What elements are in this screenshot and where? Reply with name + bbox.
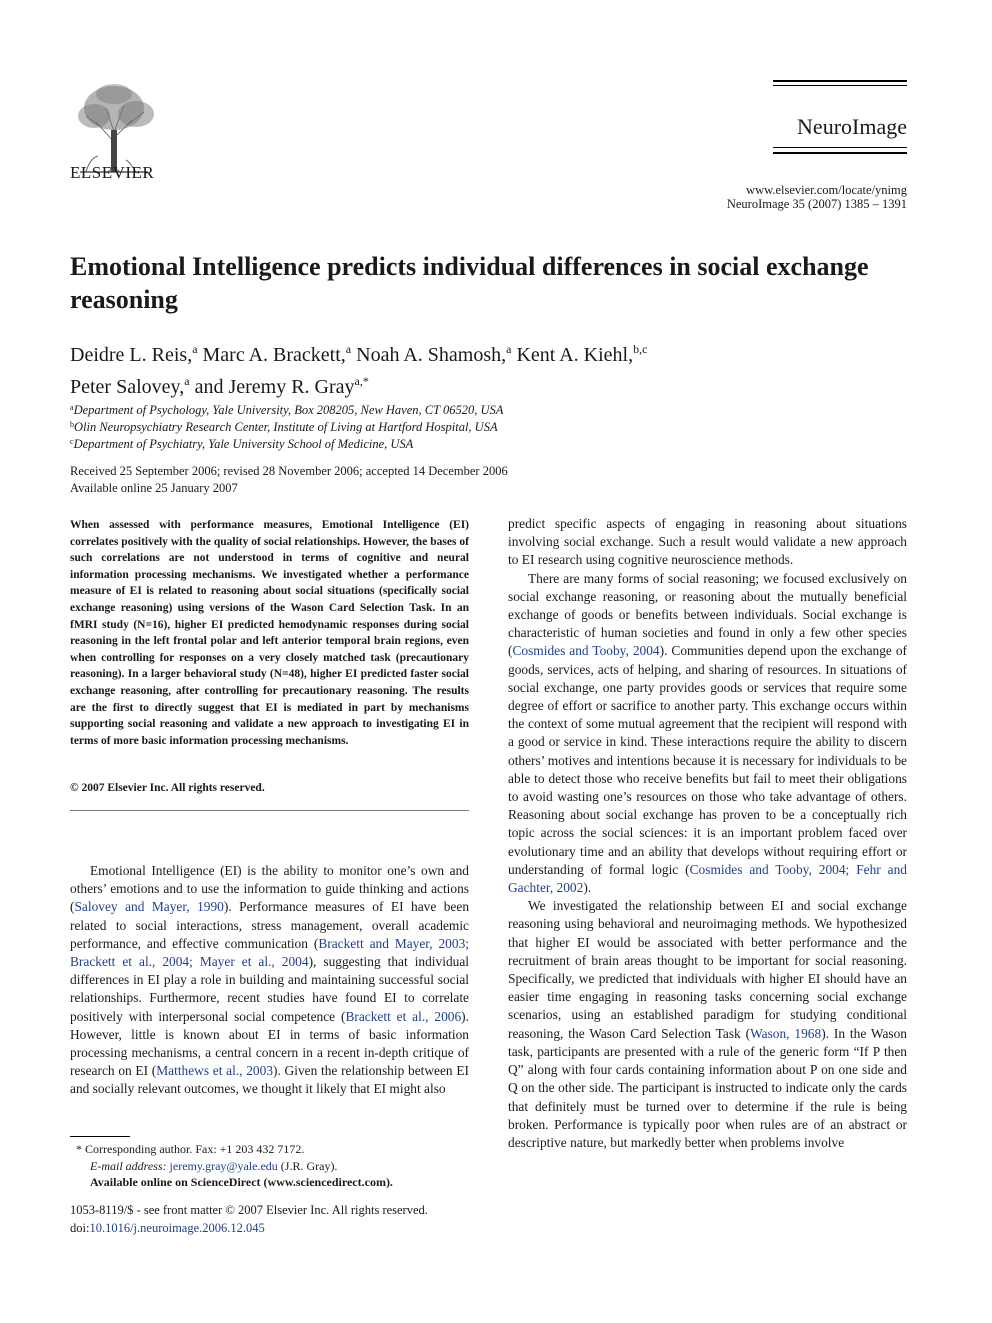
- body-text: ). Performance measures of EI have been related to social interactions, stress management, overall academic performance, and effective communication (: [70, 899, 470, 951]
- abstract-copyright: © 2007 Elsevier Inc. All rights reserved.: [70, 782, 265, 794]
- journal-rule: [773, 152, 907, 154]
- body-text: Emotional Intelligence (EI) is the ability to monitor one’s own and others’ emotions and to use the information to guide thinking and actions (: [70, 863, 469, 915]
- citation-link[interactable]: Brackett and Mayer, 2003; Brackett et al., 2004; Mayer et al., 2004: [70, 935, 469, 970]
- journal-name: NeuroImage: [797, 114, 907, 139]
- abstract-text: When assessed with performance measures, Emotional Intelligence (EI) correlates positively with the quality of social relationships. However, the bases of such correlations are not understood in terms of cognitive and neural information processing mechanisms. We investigated whether a performance measure of EI is related to reasoning about social situations (specifically social exchange reasoning) using versions of the Wason Card Selection Task. In an fMRI study (N=16), higher EI predicted hemodynamic responses during social reasoning in the left frontal polar and left anterior temporal brain regions, even when controlling for responses on a very closely matched task (precautionary reasoning). In a larger behavioral study (N=48), higher EI predicted faster social exchange reasoning, after controlling for precautionary reasoning. The results are the first to directly suggest that EI is mediated in part by mechanisms supporting social reasoning and validate a new approach to investigating EI in terms of more basic information processing mechanisms.: [70, 519, 469, 747]
- body-text: ). Communities depend upon the exchange of goods, services, acts of helping, and sharing of resources. In situations of social exchange, one party provides goods or services that require some degree of effort or sacrifice to another party. This exchange occurs within the context of some mutual agreement that the recipient will respond with a good or service in kind. These interactions require the ability to discern others’ motives and intentions because it is necessary for individuals to be able to detect those who receive benefits but fail to meet their obligations to avoid wasting one’s resources on those who take advantage of others. Reasoning about social exchange has proven to be a conceptually rich topic across the social sciences: it is an important problem faced over evolutionary time and an ability that develops without requiring effort or understanding of formal logic (: [508, 643, 908, 877]
- footnote-divider: [70, 1136, 130, 1137]
- citation-link[interactable]: Salovey and Mayer, 1990: [74, 899, 224, 915]
- journal-citation: NeuroImage 35 (2007) 1385 – 1391: [726, 197, 907, 211]
- body-text: predict specific aspects of engaging in reasoning about situations involving social exchange. Such a result would validate a new approach to EI research using cognitive neuroscience methods.: [508, 516, 907, 568]
- journal-rule: [773, 85, 907, 86]
- doi-link[interactable]: 10.1016/j.neuroimage.2006.12.045: [89, 1221, 265, 1235]
- body-right-column: [508, 515, 907, 1152]
- email-link[interactable]: jeremy.gray@yale.edu: [169, 1159, 278, 1173]
- author: Noah A. Shamosh,$^a$: [356, 342, 512, 366]
- body-text: ).: [583, 880, 592, 896]
- author: and Jeremy R. Gray$^{a,*}$: [194, 374, 369, 398]
- email-note: E-mail address: jeremy.gray@yale.edu (J.R. Gray).: [90, 1159, 338, 1173]
- body-text: There are many forms of social reasoning; we focused exclusively on social exchange reasoning, or reasoning about the mutually beneficial exchange of goods or benefits between individuals. Social exchange is characteristic of human societies and found in only a few other species (: [508, 570, 907, 659]
- body-text: ). However, little is known about EI in terms of basic information processing mechanisms, a central concern in a recent in-depth critique of research on EI (: [70, 1008, 469, 1079]
- body-paragraph: [508, 515, 907, 570]
- body-paragraph: [508, 570, 907, 898]
- body-text: ), suggesting that individual differences in EI play a role in building and maintaining successful social relationships. Furthermore, recent studies have found EI to correlate positively with interpersonal social competence (: [70, 954, 469, 1024]
- affiliation: $^a$Department of Psychology, Yale University, Box 208205, New Haven, CT 06520, USA: [70, 403, 504, 417]
- body-text: ). Given the relationship between EI and socially relevant outcomes, we thought it likely that EI might also: [70, 1063, 469, 1097]
- journal-rule: [773, 147, 907, 148]
- sciencedirect-note: Available online on ScienceDirect (www.sciencedirect.com).: [90, 1175, 393, 1189]
- body-paragraph: [508, 897, 907, 1152]
- author: Marc A. Brackett,$^a$: [202, 342, 352, 366]
- body-paragraph: [70, 862, 469, 1099]
- article-title: Emotional Intelligence predicts individual differences in social exchange reasoning: [70, 252, 869, 314]
- issn-line: 1053-8119/$ - see front matter © 2007 Elsevier Inc. All rights reserved.: [70, 1203, 428, 1217]
- received-dates: Received 25 September 2006; revised 28 November 2006; accepted 14 December 2006: [70, 464, 508, 478]
- citation-link[interactable]: Brackett et al., 2006: [345, 1008, 462, 1024]
- citation-link[interactable]: Cosmides and Tooby, 2004; Fehr and Gachter, 2002: [508, 861, 907, 896]
- citation-link[interactable]: Cosmides and Tooby, 2004: [512, 643, 660, 659]
- body-left-column: [70, 862, 469, 1099]
- body-text: We investigated the relationship between EI and social exchange reasoning using behavioral and neuroimaging methods. We hypothesized that higher EI would be associated with better performance and the recruitment of brain areas thought to be important for social reasoning. Specifically, we predicted that individuals with higher EI should have an easier time engaging in reasoning tasks concerning social exchange scenarios, using an established paradigm for studying conditional reasoning, the Wason Card Selection Task (: [508, 898, 907, 1041]
- journal-rule: [773, 80, 907, 82]
- journal-url[interactable]: www.elsevier.com/locate/ynimg: [746, 183, 907, 197]
- affiliation: $^c$Department of Psychiatry, Yale University School of Medicine, USA: [70, 437, 414, 451]
- author: Peter Salovey,$^a$: [70, 374, 190, 398]
- author: Kent A. Kiehl,$^{b,c}$: [516, 342, 648, 366]
- citation-link[interactable]: Wason, 1968: [750, 1025, 822, 1041]
- citation-link[interactable]: Matthews et al., 2003: [156, 1063, 274, 1079]
- publisher-name: ELSEVIER: [70, 163, 155, 182]
- body-text: ). In the Wason task, participants are presented with a rule of the generic form “If P then Q” along with four cards containing information about P on one side and Q on the other side. The participant is instructed to indicate only the cards that definitely must be turned over to determine if the rule is being broken. Performance is typically poor when rules are of an abstract or descriptive nature, but markedly better when problems involve: [508, 1025, 908, 1150]
- affiliation: $^b$Olin Neuropsychiatry Research Center, Institute of Living at Hartford Hospital, USA: [70, 420, 498, 434]
- author-list: [70, 336, 890, 400]
- available-online-date: Available online 25 January 2007: [70, 481, 238, 495]
- corresponding-author-note: * Corresponding author. Fax: +1 203 432 7172.: [76, 1142, 305, 1156]
- author: Deidre L. Reis,$^a$: [70, 342, 198, 366]
- abstract-divider: [70, 810, 469, 811]
- doi-line: doi:10.1016/j.neuroimage.2006.12.045: [70, 1221, 265, 1235]
